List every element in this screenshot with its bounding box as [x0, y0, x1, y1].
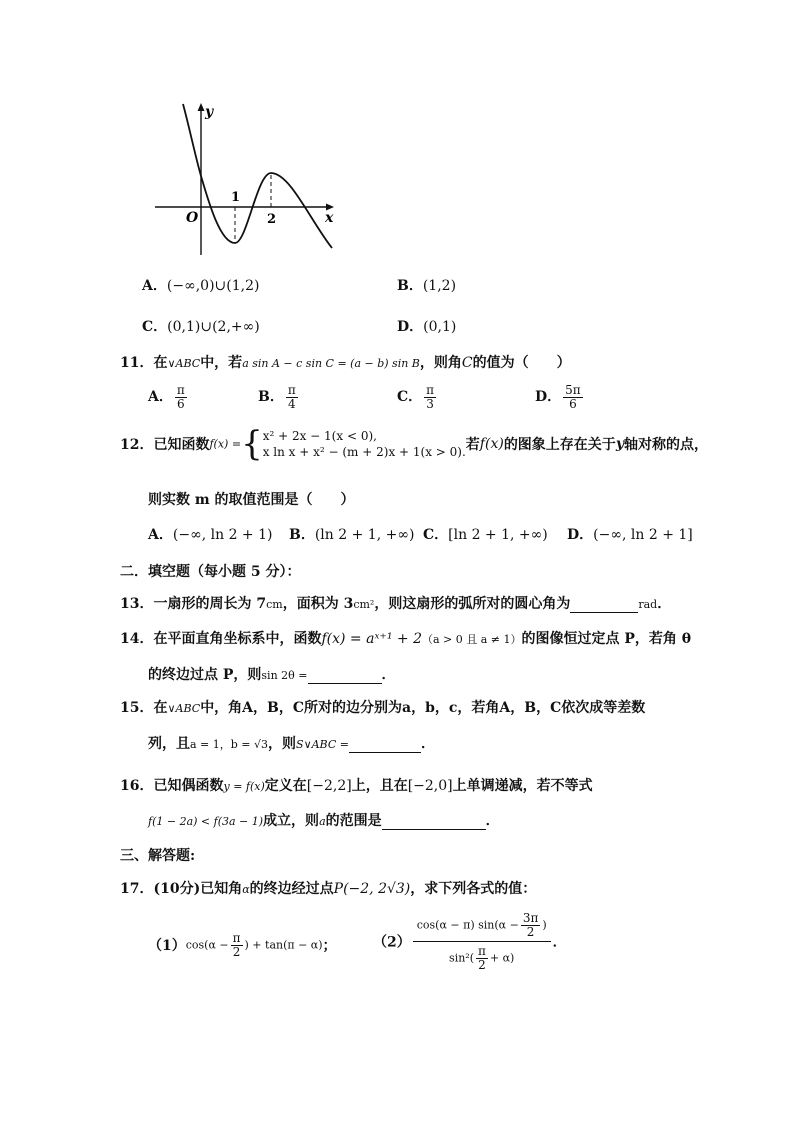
text: 的终边经过点 — [249, 881, 334, 897]
text: 定义在 — [264, 778, 307, 794]
text: ． — [420, 736, 435, 752]
function-name: f(x) = — [209, 437, 242, 451]
fraction — [563, 384, 583, 410]
q10-option-c — [142, 316, 260, 336]
denominator: 2 — [526, 924, 535, 939]
answer-blank[interactable] — [570, 596, 638, 613]
interval: [−2,2] — [306, 778, 352, 794]
text: ，则 — [268, 736, 297, 752]
text: 一扇形的周长为 7 — [153, 596, 267, 612]
text: 中，角A，B，C所对的边分别为a，b，c，若角A，B，C依次成等差数 — [200, 700, 646, 716]
y-axis-arrow — [198, 103, 205, 111]
text: 的值为（ ） — [472, 355, 571, 371]
text: ． — [657, 596, 672, 612]
text: ． — [485, 813, 500, 829]
text: ，则角 — [419, 355, 462, 371]
part-label: （2） — [373, 934, 411, 951]
numerator: 5π — [565, 383, 581, 397]
tick-label-1: 1 — [231, 190, 241, 205]
condition: （a > 0 且 a ≠ 1） — [421, 633, 522, 646]
fraction — [231, 932, 243, 958]
option-text: (−∞,0)∪(1,2) — [166, 278, 260, 294]
question-number: 11． — [120, 355, 154, 371]
numerator: π — [232, 931, 241, 945]
piecewise-brace: { — [241, 424, 263, 464]
fraction — [286, 384, 298, 410]
variable: a — [319, 815, 326, 828]
text: 的图像恒过定点 P，若角 θ — [521, 631, 692, 647]
answer-blank[interactable] — [382, 813, 486, 830]
option-letter: A． — [148, 527, 173, 543]
option-letter: C． — [142, 319, 168, 335]
big-numerator — [413, 912, 551, 942]
denominator: 2 — [478, 957, 486, 972]
q16-line-2 — [148, 810, 500, 830]
q16-stem — [120, 775, 593, 795]
text: 在平面直角坐标系中，函数 — [153, 631, 322, 647]
text: ，则这扇形的弧所对的圆心角为 — [374, 596, 571, 612]
q11-option-a — [148, 384, 189, 410]
option-text: [ln 2 + 1, +∞) — [448, 527, 548, 543]
question-number: 15． — [120, 700, 154, 716]
answer-blank[interactable] — [349, 736, 421, 753]
text: ，面积为 3 — [282, 596, 354, 612]
triangle: ∨ABC — [167, 702, 201, 715]
text: 中，若 — [200, 355, 243, 371]
text: 列，且 — [148, 736, 190, 752]
expression: sin²( — [449, 951, 474, 965]
expression: cos(α − — [185, 938, 229, 952]
piecewise-definition — [263, 428, 466, 460]
denominator: 6 — [177, 396, 185, 411]
angle: C — [461, 355, 473, 371]
q14-stem — [120, 628, 691, 648]
q12-option-b — [289, 524, 414, 544]
piece-2: x ln x + x² − (m + 2)x + 1(x > 0). — [262, 445, 466, 459]
question-number: 17． — [120, 881, 154, 897]
tick-label-2: 2 — [267, 212, 277, 227]
q15-line-2 — [148, 733, 435, 753]
text: 上，且在 — [351, 778, 408, 794]
function-curve — [183, 104, 332, 248]
triangle: ∨ABC — [167, 357, 201, 370]
question-number: 14． — [120, 631, 154, 647]
q13-stem — [120, 593, 671, 613]
y-axis-label: y — [205, 104, 214, 120]
question-number: 16． — [120, 778, 154, 794]
equation: a sin A − c sin C = (a − b) sin B — [242, 357, 420, 370]
option-letter: D． — [397, 319, 424, 335]
expression: cos(α − π) sin(α − — [416, 918, 519, 932]
condition: a = 1，b = √3 — [190, 738, 269, 751]
unit: cm — [266, 598, 283, 611]
unit: cm² — [353, 598, 375, 611]
option-letter: B． — [289, 527, 315, 543]
option-letter: B． — [258, 389, 284, 406]
q17-stem — [120, 878, 536, 898]
function-expression: f(x) = aˣ⁺¹ + 2 — [321, 631, 422, 647]
text: 的图象上存在关于 — [503, 437, 616, 453]
part-label: （1） — [148, 938, 186, 955]
interval: [−2,0] — [407, 778, 453, 794]
text: 在 — [153, 355, 168, 371]
q12-line-2: 则实数 m 的取值范围是（ ） — [148, 492, 355, 508]
question-number: 13． — [120, 596, 154, 612]
option-letter: B． — [397, 278, 423, 294]
origin-label: O — [186, 210, 199, 226]
option-text: (1,2) — [422, 278, 457, 294]
text: ． — [552, 934, 567, 951]
text: 已知偶函数 — [153, 778, 224, 794]
denominator: 6 — [569, 396, 577, 411]
q12-stem — [120, 424, 708, 464]
q12-option-c — [423, 524, 548, 544]
q11-option-d — [535, 384, 585, 410]
text: ． — [381, 667, 396, 683]
q10-option-d — [397, 316, 456, 336]
text: 轴对称的点， — [623, 437, 708, 453]
numerator: π — [478, 944, 486, 959]
option-letter: C． — [423, 527, 449, 543]
point: P(−2, 2√3) — [333, 881, 411, 897]
option-text: (ln 2 + 1, +∞) — [314, 527, 415, 543]
question-number: 12． — [120, 437, 154, 453]
q11-stem — [120, 352, 571, 372]
q14-line-2 — [148, 664, 396, 684]
text: ，求下列各式的值： — [410, 881, 537, 897]
text: 成立，则 — [263, 813, 320, 829]
fraction — [521, 912, 541, 938]
text: (10分)已知角 — [153, 881, 243, 897]
big-denominator — [413, 942, 551, 971]
numerator: π — [176, 383, 185, 397]
denominator: 2 — [232, 944, 241, 959]
numerator: π — [426, 383, 435, 397]
piece-1: x² + 2x − 1(x < 0), — [262, 428, 377, 443]
angle: α — [242, 883, 250, 896]
option-letter: A． — [142, 278, 167, 294]
axis-name: y — [615, 436, 624, 452]
denominator: 3 — [426, 396, 434, 411]
option-text: (−∞, ln 2 + 1) — [172, 527, 273, 543]
x-axis-label: x — [325, 210, 334, 226]
option-text: (−∞, ln 2 + 1] — [593, 527, 693, 543]
q12-option-a — [148, 524, 272, 544]
big-fraction — [413, 912, 551, 971]
section-heading-solve: 三、解答题: — [120, 848, 196, 864]
option-letter: D． — [567, 527, 594, 543]
text: 已知函数 — [153, 437, 210, 453]
option-letter: A． — [148, 389, 173, 406]
text: 若 — [465, 437, 480, 453]
expression: S∨ABC = — [296, 738, 349, 751]
q12-option-d — [567, 524, 693, 544]
option-text: (0,1)∪(2,+∞) — [167, 319, 260, 335]
denominator: 4 — [287, 396, 296, 411]
expression: ) + tan(π − α) — [244, 938, 323, 952]
option-text: (0,1) — [423, 319, 457, 335]
text: 在 — [153, 700, 168, 716]
q17-part-1 — [148, 932, 337, 958]
expression: ) — [542, 918, 547, 932]
section-heading-fill-in: 二．填空题（每小题 5 分）： — [120, 564, 301, 580]
fraction — [476, 945, 488, 971]
inequality: f(1 − 2a) < f(3a − 1) — [148, 815, 264, 828]
option-letter: C． — [397, 389, 423, 406]
text: 的范围是 — [325, 813, 382, 829]
expression: + α) — [489, 951, 515, 965]
q11-option-b — [258, 384, 300, 410]
numerator: 3π — [522, 911, 539, 925]
answer-blank[interactable] — [308, 667, 382, 684]
fraction — [175, 384, 187, 410]
expression: sin 2θ = — [261, 669, 308, 682]
unit: rad — [638, 598, 658, 611]
function-graph — [150, 100, 340, 260]
q15-stem — [120, 697, 645, 717]
function-name: f(x) — [479, 436, 504, 452]
numerator: π — [287, 383, 296, 397]
text: ； — [322, 938, 337, 955]
q11-option-c — [397, 384, 438, 410]
q10-option-a — [142, 275, 259, 295]
q17-part-2 — [373, 912, 567, 971]
function-expression: y = f(x) — [223, 780, 265, 793]
text: 上单调递减，若不等式 — [452, 778, 593, 794]
text: 的终边过点 P，则 — [148, 667, 262, 683]
option-letter: D． — [535, 389, 562, 406]
fraction — [424, 384, 436, 410]
q10-option-b — [397, 275, 456, 295]
